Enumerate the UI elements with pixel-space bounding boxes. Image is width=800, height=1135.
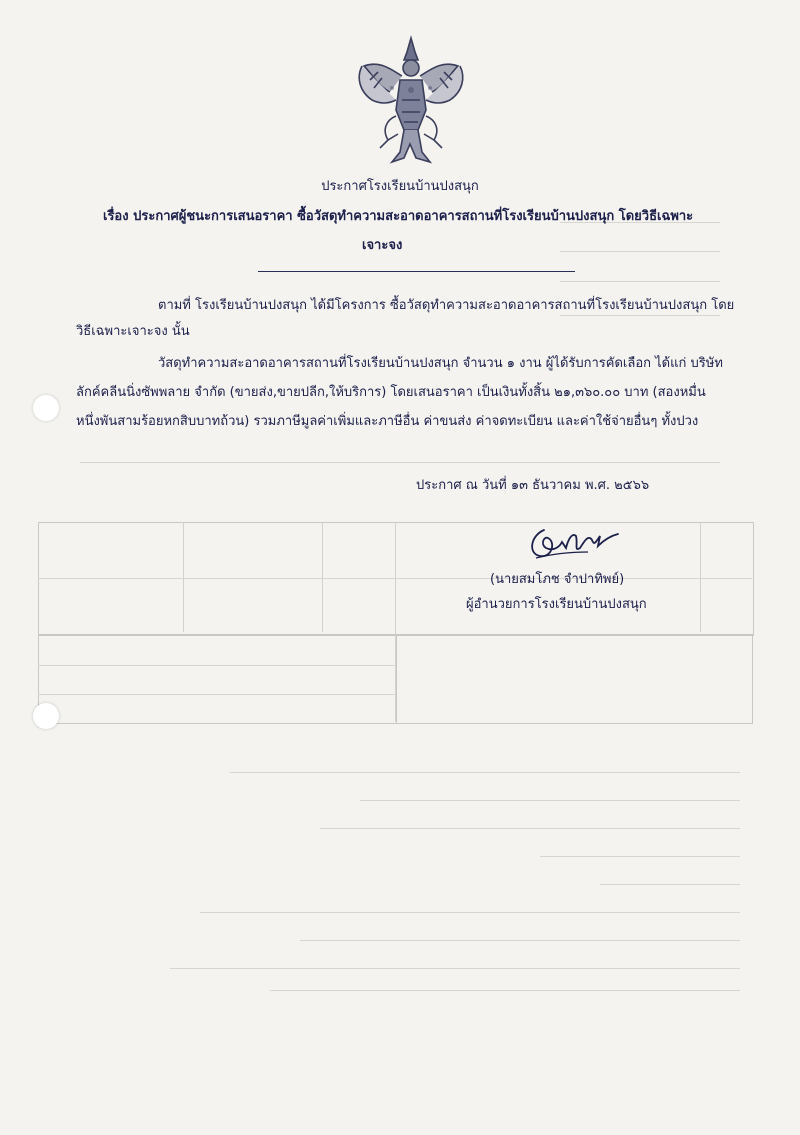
title-divider xyxy=(258,271,575,272)
signature-icon xyxy=(522,518,622,568)
paragraph-2-line-1: วัสดุทำความสะอาดอาคารสถานที่โรงเรียนบ้านปงสนุก จำนวน ๑ งาน ผู้ได้รับการคัดเลือก ได้แก่ บริษัท xyxy=(158,356,723,371)
signer-name: (นายสมโภช จำปาทิพย์) xyxy=(490,572,625,587)
subject-line-1: เรื่อง ประกาศผู้ชนะการเสนอราคา ซื้อวัสดุทำความสะอาดอาคารสถานที่โรงเรียนบ้านปงสนุก โดยวิธีเฉพาะ xyxy=(103,209,694,224)
announcement-title: ประกาศโรงเรียนบ้านปงสนุก xyxy=(321,179,479,194)
binder-hole-top xyxy=(33,395,59,421)
subject-line-2: เจาะจง xyxy=(362,238,403,253)
garuda-emblem-icon xyxy=(352,30,470,170)
paragraph-2-line-2: ลักค์คลีนนิ่งซัพพลาย จำกัด (ขายส่ง,ขายปลีก,ให้บริการ) โดยเสนอราคา เป็นเงินทั้งสิ้น ๒๑,๓๖๐.๐๐ บาท (สองหมื่น xyxy=(76,385,706,400)
binder-hole-bottom xyxy=(33,703,59,729)
paragraph-1-line-1: ตามที่ โรงเรียนบ้านปงสนุก ได้มีโครงการ ซื้อวัสดุทำความสะอาดอาคารสถานที่โรงเรียนบ้านปงสนุก โดย xyxy=(158,298,735,313)
announcement-date: ประกาศ ณ วันที่ ๑๓ ธันวาคม พ.ศ. ๒๕๖๖ xyxy=(416,478,650,493)
paragraph-1-line-2: วิธีเฉพาะเจาะจง นั้น xyxy=(76,324,190,339)
signer-position: ผู้อำนวยการโรงเรียนบ้านปงสนุก xyxy=(466,597,647,612)
paragraph-2-line-3: หนึ่งพันสามร้อยหกสิบบาทถ้วน) รวมภาษีมูลค่าเพิ่มและภาษีอื่น ค่าขนส่ง ค่าจดทะเบียน และค่าใช้จ่ายอื่นๆ ทั้งปวง xyxy=(76,414,699,429)
